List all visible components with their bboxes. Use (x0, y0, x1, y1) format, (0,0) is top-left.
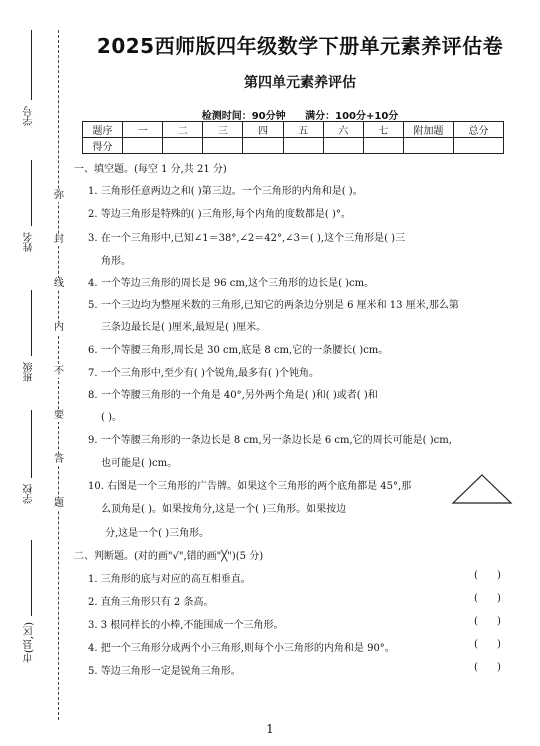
question: 7. 一个三角形中,至少有( )个锐角,最多有( )个钝角。 (88, 368, 320, 379)
question: 5. 等边三角形一定是锐角三角形。 (88, 666, 241, 677)
table-row-label: 得分 (83, 138, 123, 154)
question-continuation: 三条边最长是( )厘米,最短是( )厘米。 (101, 322, 267, 333)
score-cell[interactable] (323, 138, 363, 154)
school-line[interactable] (31, 410, 32, 478)
table-header: 七 (363, 122, 403, 138)
table-header: 附加题 (404, 122, 454, 138)
question: 4. 把一个三角形分成两个小三角形,则每个小三角形的内角和是 90°。 (88, 643, 395, 654)
district-line[interactable] (31, 540, 32, 616)
school-label: 学校 (24, 484, 35, 504)
question: 3. 3 根同样长的小棒,不能围成一个三角形。 (88, 620, 284, 631)
question: 9. 一个等腰三角形的一条边长是 8 cm,另一条边长是 6 cm,它的周长可能是( )cm, (88, 435, 452, 446)
exam-subtitle: 第四单元素养评估 (244, 75, 356, 91)
table-header: 题序 (83, 122, 123, 138)
question: 1. 三角形的底与对应的高互相垂直。 (88, 574, 251, 585)
name-label: 姓名 (24, 232, 35, 252)
table-header: 一 (123, 122, 163, 138)
question: 2. 直角三角形只有 2 条高。 (88, 597, 214, 608)
score-cell[interactable] (404, 138, 454, 154)
score-cell[interactable] (123, 138, 163, 154)
question: 10. 右图是一个三角形的广告牌。如果这个三角形的两个底角都是 45°,那 (88, 481, 412, 492)
exam-meta (80, 107, 520, 122)
question: 6. 一个等腰三角形,周长是 30 cm,底是 8 cm,它的一条腰长( )cm。 (88, 345, 389, 356)
seal-word: 题 (54, 498, 64, 509)
question: 5. 一个三边均为整厘米数的三角形,已知它的两条边分别是 6 厘米和 13 厘米,那么第 (88, 300, 459, 311)
class-line[interactable] (31, 290, 32, 356)
score-table (82, 121, 504, 154)
class-label: 班级 (24, 362, 35, 382)
table-header: 二 (163, 122, 203, 138)
table-header: 总分 (454, 122, 504, 138)
score-table-row (83, 138, 504, 154)
score-cell[interactable] (203, 138, 243, 154)
seal-word: 封 (54, 234, 64, 245)
score-table-header-row (83, 122, 504, 138)
question: 2. 等边三角形是特殊的( )三角形,每个内角的度数都是( )°。 (88, 209, 351, 220)
score-cell[interactable] (283, 138, 323, 154)
name-line[interactable] (31, 160, 32, 226)
question-continuation: 也可能是( )cm。 (101, 458, 178, 469)
question-continuation: ( )。 (101, 412, 122, 423)
question: 1. 三角形任意两边之和( )第三边。一个三角形的内角和是( )。 (88, 186, 363, 197)
question: 3. 在一个三角形中,已知∠1＝38°,∠2＝42°,∠3＝( ),这个三角形是( )三 (88, 233, 406, 244)
seal-word: 不 (54, 366, 64, 377)
exam-time: 检测时间：90分钟 (201, 111, 286, 122)
question: 8. 一个等腰三角形的一个角是 40°,另外两个角是( )和( )或者( )和 (88, 390, 378, 401)
seal-word: 线 (54, 278, 64, 289)
table-header: 五 (283, 122, 323, 138)
section-heading: 二、判断题。(对的画"√",错的画"╳")(5 分) (74, 551, 264, 562)
seal-word: 弥 (54, 190, 64, 201)
exam-title: 2025西师版四年级数学下册单元素养评估卷 (96, 34, 504, 58)
score-cell[interactable] (363, 138, 403, 154)
answer-paren[interactable]: ( ) (474, 639, 501, 650)
question-continuation: 么顶角是( )。如果按角分,这是一个( )三角形。如果按边 (101, 504, 347, 515)
score-cell[interactable] (243, 138, 283, 154)
section-heading: 一、填空题。(每空 1 分,共 21 分) (74, 164, 227, 175)
table-header: 六 (323, 122, 363, 138)
student-id-line[interactable] (31, 30, 32, 100)
triangle-figure (450, 472, 514, 506)
seal-word: 内 (54, 322, 64, 333)
score-cell[interactable] (454, 138, 504, 154)
student-id-label: 学号 (24, 106, 35, 126)
question-continuation: 分,这是一个( )三角形。 (105, 528, 210, 539)
table-header: 四 (243, 122, 283, 138)
answer-paren[interactable]: ( ) (474, 593, 501, 604)
answer-paren[interactable]: ( ) (474, 570, 501, 581)
score-cell[interactable] (163, 138, 203, 154)
question: 4. 一个等边三角形的周长是 96 cm,这个三角形的边长是( )cm。 (88, 278, 375, 289)
seal-word: 要 (54, 410, 64, 421)
question-continuation: 角形。 (101, 256, 131, 267)
exam-full-score: 满分：100分+10分 (305, 111, 399, 122)
district-label: 市(县,区) (24, 622, 35, 663)
seal-word: 答 (54, 454, 64, 465)
answer-paren[interactable]: ( ) (474, 662, 501, 673)
page-number: 1 (266, 722, 274, 736)
table-header: 三 (203, 122, 243, 138)
binding-margin (0, 0, 70, 746)
answer-paren[interactable]: ( ) (474, 616, 501, 627)
